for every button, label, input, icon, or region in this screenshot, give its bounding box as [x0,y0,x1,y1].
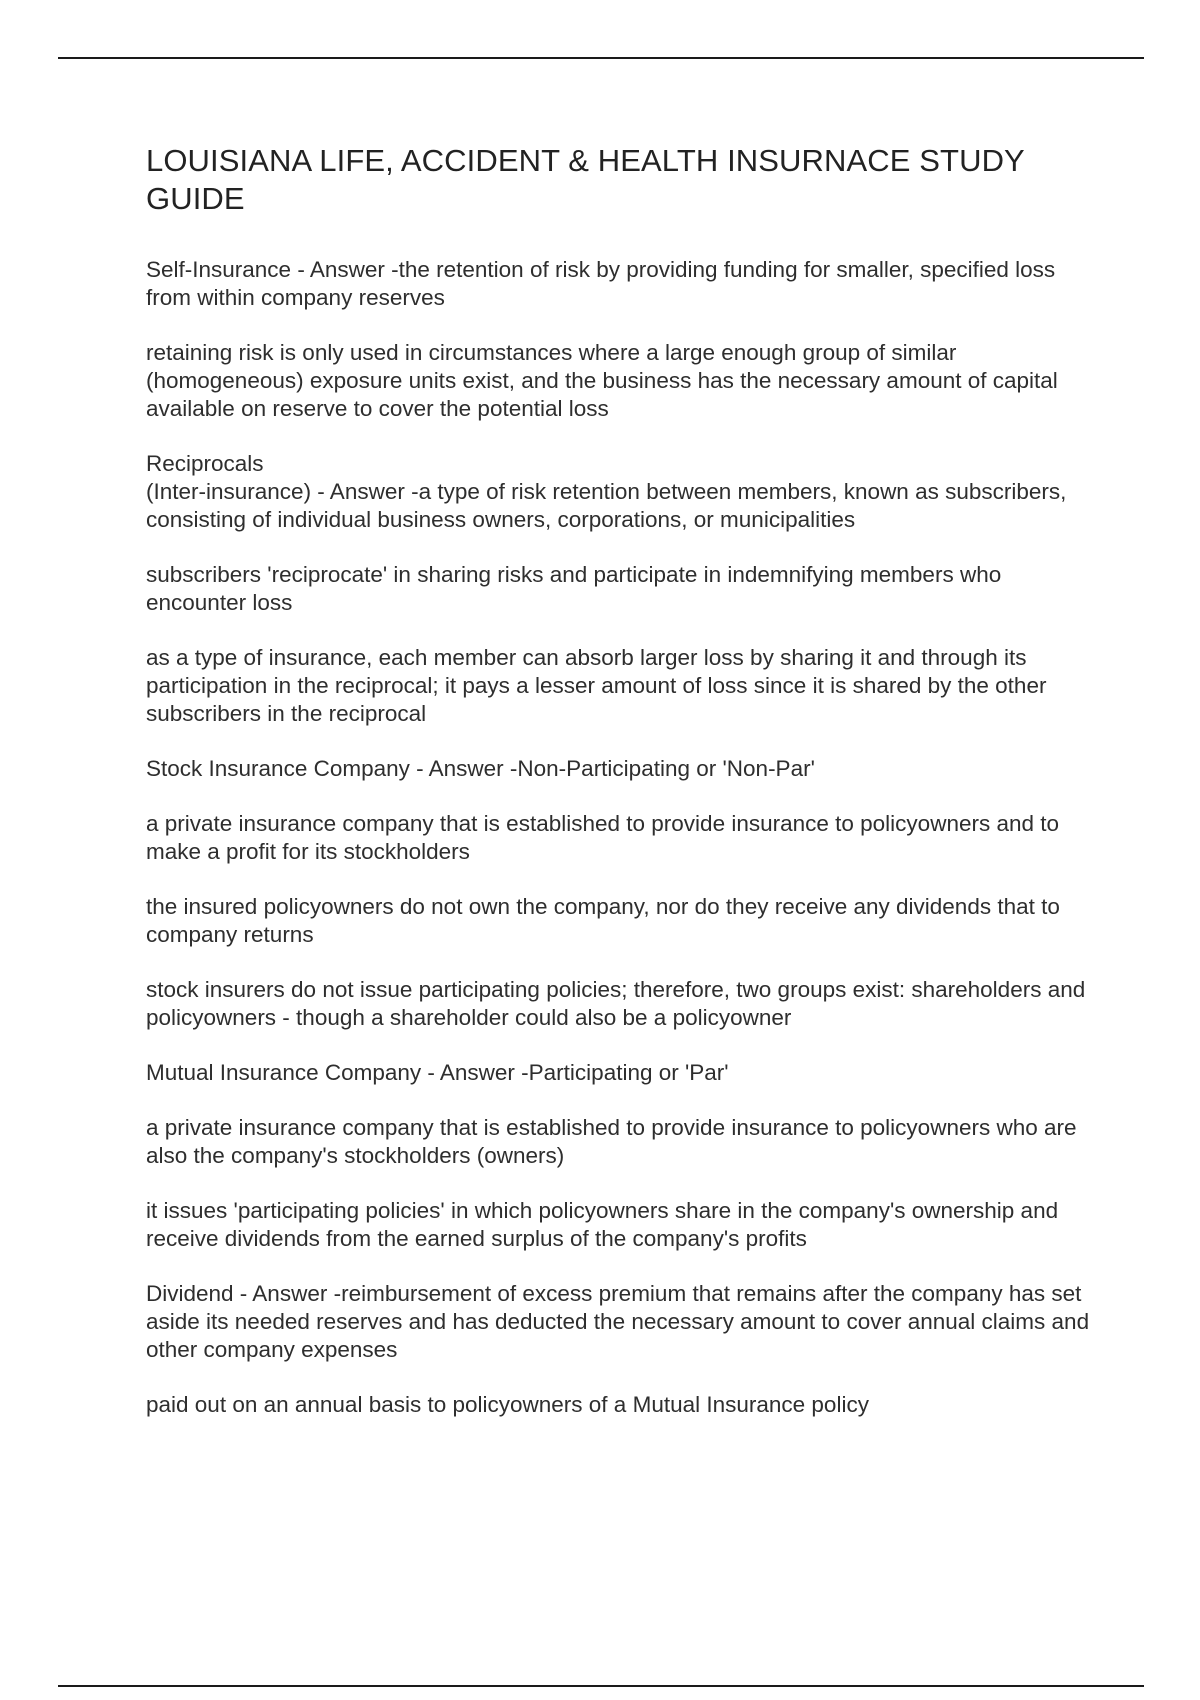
paragraph-dividend: Dividend - Answer -reimbursement of excess premium that remains after the company has set aside its needed reserves and has deducted the necessary amount to cover annual claims and other company expenses [146,1281,1090,1362]
paragraph-self-insurance: Self-Insurance - Answer -the retention of risk by providing funding for smaller, specified loss from within company reserves [146,257,1056,310]
document-body [146,142,1096,1446]
document-title: LOUISIANA LIFE, ACCIDENT & HEALTH INSURNACE STUDY GUIDE [146,143,1025,216]
paragraph-stock-policyowners: the insured policyowners do not own the company, nor do they receive any dividends that to company returns [146,894,1060,947]
paragraph-mutual-private-company: a private insurance company that is established to provide insurance to policyowners who are also the company's stockholders (owners) [146,1115,1077,1168]
paragraph-dividend-paid-out: paid out on an annual basis to policyowners of a Mutual Insurance policy [146,1392,869,1417]
paragraph-mutual-insurance-company: Mutual Insurance Company - Answer -Participating or 'Par' [146,1060,729,1085]
paragraph-stock-groups: stock insurers do not issue participating policies; therefore, two groups exist: shareholders and policyowners - though a shareholder could also be a policyowner [146,977,1086,1030]
paragraph-stock-insurance-company: Stock Insurance Company - Answer -Non-Participating or 'Non-Par' [146,756,815,781]
paragraph-subscribers-reciprocate: subscribers 'reciprocate' in sharing risks and participate in indemnifying members who encounter loss [146,562,1002,615]
paragraph-mutual-participating: it issues 'participating policies' in which policyowners share in the company's ownership and receive dividends from the earned surplus of the company's profits [146,1198,1059,1251]
paragraph-stock-private-company: a private insurance company that is established to provide insurance to policyowners and to make a profit for its stockholders [146,811,1060,864]
paragraph-reciprocals: Reciprocals (Inter-insurance) - Answer -a type of risk retention between members, known as subscribers, consisting of individual business owners, corporations, or municipalities [146,451,1067,532]
paragraph-type-of-insurance: as a type of insurance, each member can absorb larger loss by sharing it and through its participation in the reciprocal; it pays a lesser amount of loss since it is shared by the other subscribers in the reciprocal [146,645,1047,726]
paragraph-retaining-risk: retaining risk is only used in circumstances where a large enough group of similar (homogeneous) exposure units exist, and the business has the necessary amount of capital available on reserve to cover the potential loss [146,340,1058,421]
bottom-rule [58,1685,1144,1687]
top-rule [58,57,1144,59]
